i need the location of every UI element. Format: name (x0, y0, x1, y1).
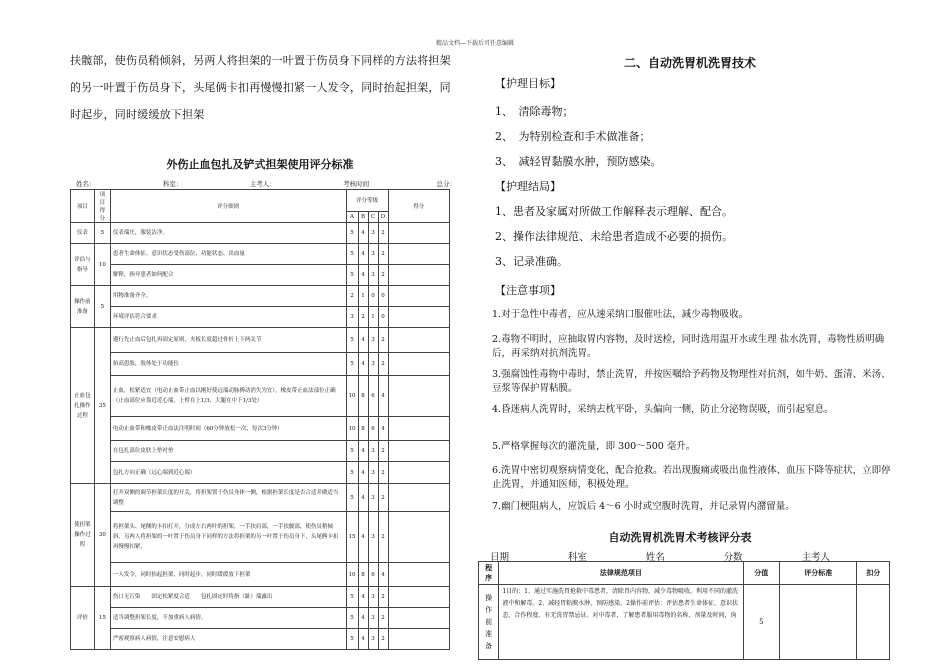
grade-value: 2 (378, 353, 388, 376)
grade-value: 5 (346, 265, 358, 286)
row-deduction (857, 585, 890, 660)
scoring-table (70, 189, 450, 650)
table-head-row (479, 562, 890, 585)
head-standard: 评分标准 (780, 562, 857, 585)
grade-value: 2 (378, 512, 388, 563)
head-detail: 评分细则 (110, 190, 346, 223)
points-cell (388, 328, 450, 353)
grade-value: 6 (368, 563, 378, 587)
grade-value: 2 (378, 484, 388, 512)
grade-value: 2 (358, 307, 368, 328)
note-item: 7.幽门梗阻病人，应饭后 4～6 小时或空腹时洗胃，并记录胃内潴留量。 (492, 501, 795, 512)
note-item: 3.强腐蚀性毒物中毒时，禁止洗胃，并按医嘱给予药物及物理性对抗剂，如牛奶、蛋清、米汤、 豆浆等保护胃粘膜。 (492, 369, 891, 394)
head-score: 分值 (743, 562, 780, 585)
grade-value: 3 (368, 629, 378, 650)
grade-value: 3 (368, 328, 378, 353)
head-item: 项目 (71, 190, 95, 223)
grade-value: 5 (346, 223, 358, 244)
note-item: 2.毒物不明时，应抽取胃内容物，及时送检，同时选用温开水或生理 盐水洗胃，毒物性质明确后，再采纳对抗剂洗胃。 (492, 334, 885, 359)
grade-a: A (346, 211, 358, 222)
row-detail: 环境评估符合要求 (110, 307, 346, 328)
row-detail: 遵行先止血后包扎再固定原则，夹板长度超过骨折上下两关节 (110, 328, 346, 353)
grade-value: 3 (368, 587, 378, 608)
grade-value: 4 (358, 484, 368, 512)
grade-value: 3 (368, 223, 378, 244)
grade-value: 4 (358, 244, 368, 265)
grade-c: C (368, 211, 378, 222)
points-cell (388, 587, 450, 608)
row-score: 5 (94, 286, 110, 328)
grade-value: 4 (378, 417, 388, 441)
grade-value: 2 (378, 223, 388, 244)
goal-item: 2、 为特别检查和手术做准备； (495, 130, 651, 143)
goal-item: 3、 减轻胃黏膜水肿，预防感染。 (495, 155, 662, 168)
row-detail: 将担架头、尾侧的卡扣打开，分成左右两叶的担架。一手扶肩部，一手扶髋部，使伤员稍倾斜，另两人将担架的一叶置于伤员身下同样的方法将担架的另一叶置于伤员身下，头尾俩卡扣再慢慢扣紧， (110, 512, 346, 563)
row-score: 15 (94, 587, 110, 650)
row-detail: 解释，指导患者如何配合 (110, 265, 346, 286)
gastric-lavage-table (478, 561, 890, 660)
meta-dept: 科室 (567, 552, 587, 563)
grade-value: 8 (358, 376, 368, 417)
table-row (71, 629, 450, 650)
note-item: 5.严格掌握每次的灌洗量，即 300～500 毫升。 (492, 441, 696, 452)
table-row (71, 484, 450, 512)
grade-value: 2 (378, 608, 388, 629)
grade-value: 2 (378, 587, 388, 608)
points-cell (388, 307, 450, 328)
row-score: 5 (94, 223, 110, 244)
grade-value: 3 (368, 484, 378, 512)
grade-value: 2 (378, 462, 388, 484)
grade-value: 4 (358, 328, 368, 353)
intro-line: 的另一叶置于伤员身下，头尾俩卡扣再慢慢扣紧一人发令，同时抬起担架，同 (70, 81, 451, 94)
row-detail: 一人发令，同时抬起担架，同时起步，同时缓缓放下担架 (110, 563, 346, 587)
grade-value: 5 (346, 353, 358, 376)
row-score: 5 (743, 585, 780, 660)
row-detail: 严密观察病人病情，注意安慰病人 (110, 629, 346, 650)
head-grade: 评分等级 (346, 190, 388, 212)
points-cell (388, 563, 450, 587)
points-cell (388, 376, 450, 417)
grade-value: 4 (358, 353, 368, 376)
grade-value: 5 (346, 587, 358, 608)
right-table-title: 自动洗胃机洗胃术考核评分表 (608, 531, 752, 544)
grade-value: 2 (378, 265, 388, 286)
grade-d: D (378, 211, 388, 222)
meta-score: 分数 (723, 552, 743, 563)
row-standard (780, 585, 857, 660)
grade-value: 15 (346, 512, 358, 563)
grade-value: 3 (368, 441, 378, 462)
row-item: 评估与指导 (71, 244, 95, 286)
meta-date: 日期 (490, 552, 510, 563)
table-row (71, 563, 450, 587)
grade-value: 3 (368, 265, 378, 286)
right-section-title: 二、自动洗胃机洗胃技术 (623, 56, 756, 70)
points-cell (388, 265, 450, 286)
table-row (71, 328, 450, 353)
row-item: 仪表 (71, 223, 95, 244)
meta-name: 姓名 (645, 552, 665, 563)
intro-line: 扶髋部，使伤员稍倾斜，另两人将担架的一叶置于伤员身下同样的方法将担架 (70, 54, 451, 67)
head-items: 法律规范项目 (499, 562, 743, 585)
head-points: 得分 (388, 190, 450, 223)
table-row (71, 265, 450, 286)
note-item: 6.洗胃中密切观察病情变化，配合抢救。若出现腹痛或吸出血性液体、血压下降等症状，立即停 止洗胃，并通知医师，积极处理。 (492, 465, 891, 490)
row-detail: 伤口无污染 固定松紧度合适 包扎固定时将指（趾）端露出 (110, 587, 346, 608)
row-score: 10 (94, 244, 110, 286)
head-deduction: 扣分 (857, 562, 890, 585)
grade-value: 0 (368, 286, 378, 307)
grade-value: 1 (368, 307, 378, 328)
note-item: 4.昏迷病人洗胃时，采纳去枕平卧，头偏向一侧，防止分泌物误吸，而引起窒息。 (492, 404, 834, 415)
table-row (71, 608, 450, 629)
table-row (71, 512, 450, 563)
grade-value: 4 (358, 608, 368, 629)
row-detail: 患者生命体征、意识状态受伤部位、功能状态、出血量 (110, 244, 346, 265)
points-cell (388, 441, 450, 462)
table-row (71, 286, 450, 307)
table-row (71, 441, 450, 462)
row-detail: 抬高患肢，肢体处于功能位 (110, 353, 346, 376)
row-score: 35 (94, 328, 110, 484)
table-row (71, 587, 450, 608)
meta-name: 姓名： (76, 180, 96, 188)
grade-b: B (358, 211, 368, 222)
grade-value: 4 (358, 512, 368, 563)
result-item: 1、患者及家属对所做工作解释表示理解、配合。 (495, 205, 733, 218)
grade-value: 4 (358, 587, 368, 608)
table-row (71, 462, 450, 484)
row-procedure: 操作前准备 (479, 585, 499, 660)
grade-value: 2 (378, 441, 388, 462)
points-cell (388, 286, 450, 307)
grade-value: 4 (358, 629, 368, 650)
points-cell (388, 462, 450, 484)
intro-paragraph (70, 47, 460, 128)
grade-value: 5 (346, 328, 358, 353)
note-item: 1.对于急性中毒者，应从速采纳口服催吐法，减少毒物吸收。 (492, 309, 749, 320)
grade-value: 0 (378, 286, 388, 307)
grade-value: 6 (368, 376, 378, 417)
meta-examiner: 主考人： (249, 180, 276, 188)
grade-value: 10 (346, 376, 358, 417)
grade-value: 3 (368, 462, 378, 484)
grade-value: 5 (346, 484, 358, 512)
row-item: 操作前准备 (71, 286, 95, 328)
notes-heading: 【注意事项】 (495, 284, 561, 297)
result-item: 2、操作法律规范、未给患者造成不必要的损伤。 (495, 230, 733, 243)
goal-heading: 【护理目标】 (495, 77, 561, 90)
points-cell (388, 512, 450, 563)
points-cell (388, 223, 450, 244)
grade-value: 3 (368, 244, 378, 265)
row-item: 止血包扎操作过程 (71, 328, 95, 484)
row-detail: 在包扎部位皮肤上垫衬垫 (110, 441, 346, 462)
goal-item: 1、 清除毒物； (495, 105, 574, 118)
points-cell (388, 629, 450, 650)
table-row (71, 307, 450, 328)
grade-value: 4 (378, 376, 388, 417)
table-row (71, 417, 450, 441)
grade-value: 4 (358, 441, 368, 462)
grade-value: 5 (346, 462, 358, 484)
row-item: 评价 (71, 587, 95, 650)
grade-value: 2 (378, 244, 388, 265)
points-cell (388, 244, 450, 265)
grade-value: 0 (378, 307, 388, 328)
grade-value: 1 (358, 286, 368, 307)
table-row (71, 244, 450, 265)
row-detail: 电动止血带和橡皮带止血法注明时间（60分钟放松一次，每次3分钟） (110, 417, 346, 441)
grade-value: 5 (346, 629, 358, 650)
meta-total: 总分： (436, 180, 456, 188)
row-item: 使担架操作过程 (71, 484, 95, 587)
row-detail: 适当调整担架长度，不加重病人病情。 (110, 608, 346, 629)
grade-value: 5 (346, 608, 358, 629)
points-cell (388, 608, 450, 629)
grade-value: 3 (368, 608, 378, 629)
table-head-row (71, 190, 450, 212)
grade-value: 5 (346, 441, 358, 462)
grade-value: 10 (346, 417, 358, 441)
grade-value: 3 (368, 353, 378, 376)
grade-value: 3 (368, 512, 378, 563)
left-table-title: 外伤止血包扎及铲式担架使用评分标准 (166, 158, 354, 171)
points-cell (388, 353, 450, 376)
table-row (71, 223, 450, 244)
row-score: 30 (94, 484, 110, 587)
grade-value: 4 (358, 462, 368, 484)
head-procedure: 程序 (479, 562, 499, 585)
row-detail: 用物准备齐全。 (110, 286, 346, 307)
grade-value: 6 (368, 417, 378, 441)
grade-value: 2 (378, 629, 388, 650)
row-items: 1目的：1、通过实施洗胃抢救中毒患者，清除胃内容物，减少毒物吸收，利用不同的灌洗液中和解毒。2、减轻胃粘膜水肿，预防感染。2操作前评估：评估患者生命体征、意识状态、合作程度、有无洗胃禁忌证。对中毒者，了解患者服用毒物的名称、剂量及时间，询 (499, 585, 743, 660)
table-row (71, 353, 450, 376)
meta-examiner: 主考人 (801, 552, 830, 563)
table-row (479, 585, 890, 660)
grade-value: 3 (346, 307, 358, 328)
grade-value: 8 (358, 417, 368, 441)
grade-value: 4 (358, 265, 368, 286)
page-header: 精品文档---下载后可任意编辑 (435, 40, 515, 47)
row-detail: 包扎方向正确（远心端到近心端） (110, 462, 346, 484)
table-row (71, 376, 450, 417)
result-item: 3、记录准确。 (495, 255, 568, 268)
grade-value: 8 (358, 563, 368, 587)
points-cell (388, 417, 450, 441)
points-cell (388, 484, 450, 512)
grade-value: 10 (346, 563, 358, 587)
meta-time: 考核时间 (343, 180, 370, 188)
row-detail: 止血，松紧适宜（电动止血带止血以刚好使远端动脉搏动消失为宜），橡皮带止血法部位正确（止血部位应靠近近心端，上臂在上1/3，大腿在中下1/3处） (110, 376, 346, 417)
meta-dept: 科室： (162, 180, 183, 188)
grade-value: 4 (358, 223, 368, 244)
table-body (71, 223, 450, 650)
intro-line: 时起步，同时缓缓放下担架 (70, 108, 205, 121)
result-heading: 【护理结局】 (495, 180, 561, 193)
left-meta-row (76, 179, 456, 188)
grade-value: 4 (378, 563, 388, 587)
row-detail: 仪表端庄，服装洁净。 (110, 223, 346, 244)
grade-value: 2 (346, 286, 358, 307)
grade-value: 5 (346, 244, 358, 265)
row-detail: 打开双侧的调节担架长度的开关，将担架置于伤员身体一侧，根据担架长度是否合适并做适当调整 (110, 484, 346, 512)
head-score: 项目得分 (94, 190, 110, 223)
grade-value: 2 (378, 328, 388, 353)
